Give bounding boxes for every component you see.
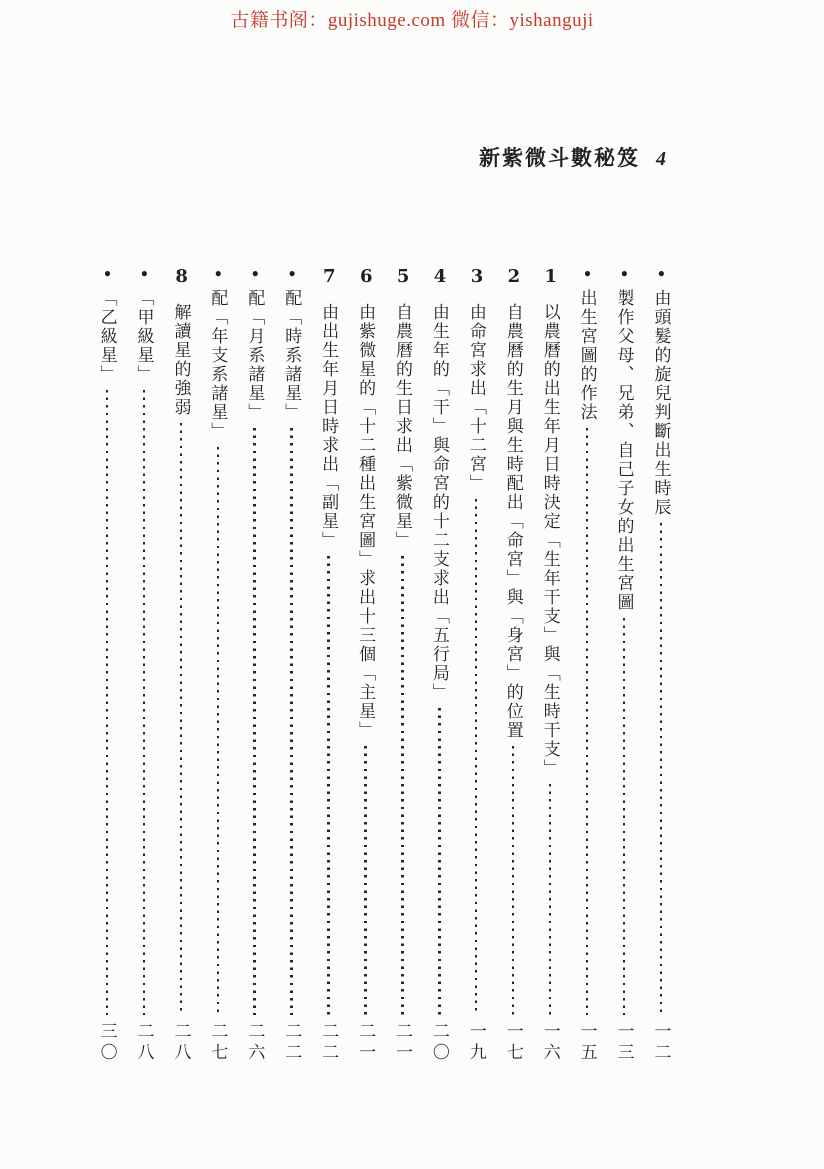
dotted-leader [290,428,293,1015]
toc-entry [502,266,524,1064]
toc-entry [133,266,155,1064]
entry-page-number: 一六 [540,1022,560,1064]
entry-page-number: 一五 [577,1022,597,1064]
entry-page-number: 二二 [319,1022,339,1064]
entry-title: 「甲級星」 [134,289,154,384]
entry-page-number: 二〇 [429,1022,449,1064]
entry-marker: ● [100,266,115,280]
toc-entry [613,266,635,1064]
dotted-leader [623,618,626,1015]
toc-entry [170,266,192,1064]
entry-page-number: 二六 [245,1022,265,1064]
dotted-leader [143,390,146,1015]
entry-title: 由出生年月日時求出「副星」 [319,303,339,550]
entry-page-number: 二一 [356,1022,376,1064]
dotted-leader [327,556,330,1015]
dotted-leader [253,428,256,1015]
entry-marker: ● [137,266,152,280]
dotted-leader [217,447,220,1015]
entry-title: 出生宮圖的作法 [577,289,597,422]
entry-title: 解讀星的強弱 [171,303,191,417]
entry-marker: ● [248,266,263,280]
entry-title: 由紫微星的「十二種出生宮圖」求出十三個「主星」 [356,303,376,740]
entry-marker: 7 [318,266,340,287]
toc-entry [207,266,229,1064]
entry-title: 「乙級星」 [97,289,117,384]
entry-title: 配「年支系諸星」 [208,289,228,441]
toc-entry [281,266,303,1064]
toc-entry [354,266,376,1064]
toc-entry [650,266,672,1064]
entry-marker: ● [654,266,669,280]
toc-entry [428,266,450,1064]
toc-entry [96,266,118,1064]
toc-entry [465,266,487,1064]
folio-number: 4 [656,148,666,170]
entry-page-number: 二八 [171,1022,191,1064]
entry-page-number: 二七 [208,1022,228,1064]
entry-page-number: 一九 [466,1022,486,1064]
entry-marker: ● [617,266,632,280]
toc-entry [539,266,561,1064]
dotted-leader [660,523,663,1015]
toc-entry [318,266,340,1064]
entry-marker: ● [211,266,226,280]
dotted-leader [438,708,441,1015]
entry-marker: 8 [171,266,193,287]
entry-title: 由頭髮的旋兒判斷出生時辰 [651,289,671,517]
entry-title: 自農曆的生日求出「紫微星」 [393,303,412,550]
entry-page-number: 二八 [134,1022,154,1064]
entry-marker: 4 [429,266,451,287]
entry-title: 配「時系諸星」 [282,289,302,422]
dotted-leader [586,428,589,1015]
toc-entry [576,266,598,1064]
dotted-leader [364,746,367,1015]
entry-marker: 3 [466,266,488,287]
entry-marker: 2 [503,266,525,287]
dotted-leader [401,556,404,1015]
entry-marker: 5 [392,266,414,287]
entry-title: 以農曆的出生年月日時決定「生年干支」與「生時干支」 [540,303,560,778]
entry-page-number: 一七 [503,1022,523,1064]
entry-page-number: 二一 [393,1022,412,1064]
dotted-leader [549,784,552,1015]
entry-page-number: 一二 [651,1022,671,1064]
entry-title: 配「月系諸星」 [245,289,265,422]
dotted-leader [180,423,183,1015]
entry-marker: ● [285,266,300,280]
dotted-leader [475,499,478,1015]
running-head [479,142,666,172]
distributor-watermark: 古籍书阁：gujishuge.com 微信：yishanguji [230,10,594,31]
dotted-leader [512,746,515,1015]
book-title: 新紫微斗數秘笈 [479,146,640,170]
entry-title: 由生年的「干」與命宮的十二支求出「五行局」 [429,303,449,702]
entry-marker: 1 [540,266,562,287]
entry-title: 自農曆的生月與生時配出「命宮」與「身宮」的位置 [503,303,523,740]
entry-title: 由命宮求出「十二宮」 [466,303,486,493]
dotted-leader [106,390,109,1015]
table-of-contents [96,266,672,1064]
entry-page-number: 三〇 [97,1022,117,1064]
toc-entry [244,266,266,1064]
entry-marker: 6 [355,266,377,287]
toc-entry [391,266,413,1064]
entry-title: 製作父母、兄弟、自己子女的出生宮圖 [614,289,634,612]
entry-marker: ● [580,266,595,280]
entry-page-number: 二二 [282,1022,302,1064]
entry-page-number: 一三 [614,1022,634,1064]
